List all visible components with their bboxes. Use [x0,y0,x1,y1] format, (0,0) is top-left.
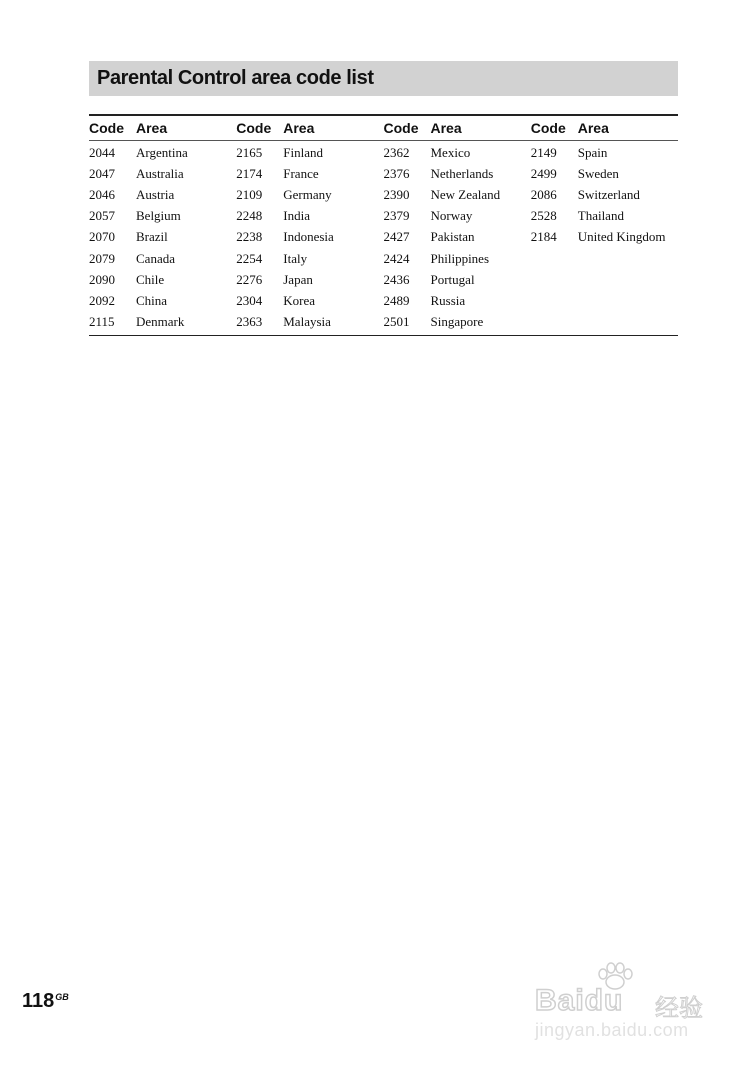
area-name: Indonesia [283,229,334,245]
header-code: Code [530,120,566,136]
table-row [236,142,383,163]
page-number [22,990,69,1013]
table-column [531,116,678,335]
area-name: France [283,165,319,181]
area-code: 2376 [383,165,410,181]
table-row [89,142,236,163]
header-code: Code [236,120,272,136]
area-code: 2424 [383,250,410,266]
area-name: Canada [136,250,175,266]
area-name: Japan [283,271,313,287]
area-name: Singapore [430,314,484,330]
header-area: Area [283,120,315,136]
header-code: Code [383,120,419,136]
table-row [384,312,531,333]
area-code: 2248 [236,208,263,224]
area-code: 2149 [530,144,557,160]
header-code: Code [89,120,124,136]
area-name: Portugal [430,271,475,287]
area-code: 2044 [89,144,115,160]
table-row [89,227,236,248]
watermark-url: jingyan.baidu.com [535,1020,689,1040]
table-row [89,312,236,333]
table-row [531,163,678,184]
area-code: 2501 [383,314,410,330]
area-name: China [136,292,168,308]
table-row [384,248,531,269]
area-code: 2528 [530,208,557,224]
table-row [384,290,531,311]
area-name: Malaysia [283,314,331,330]
area-code: 2092 [89,292,115,308]
area-code: 2254 [236,250,263,266]
area-code: 2379 [383,208,410,224]
area-code: 2390 [383,186,410,202]
table-row [236,206,383,227]
area-name: New Zealand [430,186,501,202]
table-header [531,116,678,141]
header-area: Area [136,120,168,136]
area-code: 2174 [236,165,263,181]
area-code: 2363 [236,314,263,330]
header-area: Area [430,120,462,136]
table-row [531,206,678,227]
watermark-brand-cn: 经验 [655,994,703,1022]
area-code: 2276 [236,271,263,287]
area-code: 2115 [89,314,115,330]
area-code: 2090 [89,271,115,287]
area-name: Philippines [430,250,490,266]
area-name: Belgium [136,208,181,224]
area-name: Pakistan [430,229,475,245]
area-name: United Kingdom [577,229,666,245]
area-name: Austria [136,186,175,202]
area-name: Chile [136,271,165,287]
table-row [89,269,236,290]
area-code: 2109 [236,186,263,202]
table-header [236,116,383,141]
area-name: Netherlands [430,165,494,181]
area-name: Korea [283,292,316,308]
area-name: Spain [577,144,608,160]
area-name: Sweden [577,165,619,181]
area-name: Brazil [136,229,168,245]
area-name: Argentina [136,144,188,160]
area-code: 2165 [236,144,263,160]
area-code: 2079 [89,250,115,266]
table-row [89,184,236,205]
table-row [384,227,531,248]
area-name: Mexico [430,144,471,160]
header-area: Area [577,120,609,136]
area-code: 2047 [89,165,115,181]
area-name: India [283,208,310,224]
area-name: Germany [283,186,332,202]
area-name: Russia [430,292,466,308]
section-title-bar [89,61,678,96]
area-code: 2057 [89,208,115,224]
table-row [89,290,236,311]
area-code: 2046 [89,186,115,202]
table-row [384,269,531,290]
area-code-table [89,114,678,336]
area-code: 2489 [383,292,410,308]
table-row [89,248,236,269]
area-code: 2362 [383,144,410,160]
table-row [531,142,678,163]
area-name: Thailand [577,208,624,224]
table-header [384,116,531,141]
area-name: Italy [283,250,308,266]
area-name: Australia [136,165,184,181]
table-row [236,184,383,205]
table-row [384,206,531,227]
area-name: Norway [430,208,473,224]
table-row [236,269,383,290]
table-column [384,116,531,335]
area-name: Finland [283,144,323,160]
area-code: 2238 [236,229,263,245]
table-row [89,163,236,184]
table-row [384,163,531,184]
baidu-jingyan-watermark [535,962,715,1052]
area-code: 2184 [530,229,557,245]
table-column [236,116,383,335]
page-number-value: 118 [22,990,55,1012]
table-row [531,184,678,205]
table-column [89,116,236,335]
table-row [236,290,383,311]
watermark-brand: Baidu [535,984,624,1017]
page-number-suffix: GB [55,992,69,1002]
area-code: 2427 [383,229,410,245]
table-row [236,163,383,184]
table-row [384,184,531,205]
area-code: 2436 [383,271,410,287]
table-row [89,206,236,227]
table-row [384,142,531,163]
area-name: Switzerland [577,186,640,202]
area-code: 2070 [89,229,115,245]
table-row [531,227,678,248]
table-row [236,312,383,333]
area-name: Denmark [136,314,185,330]
area-code: 2304 [236,292,263,308]
table-row [236,227,383,248]
table-header [89,116,236,141]
section-title: Parental Control area code list [97,67,374,89]
area-code: 2086 [530,186,557,202]
table-row [236,248,383,269]
area-code: 2499 [530,165,557,181]
